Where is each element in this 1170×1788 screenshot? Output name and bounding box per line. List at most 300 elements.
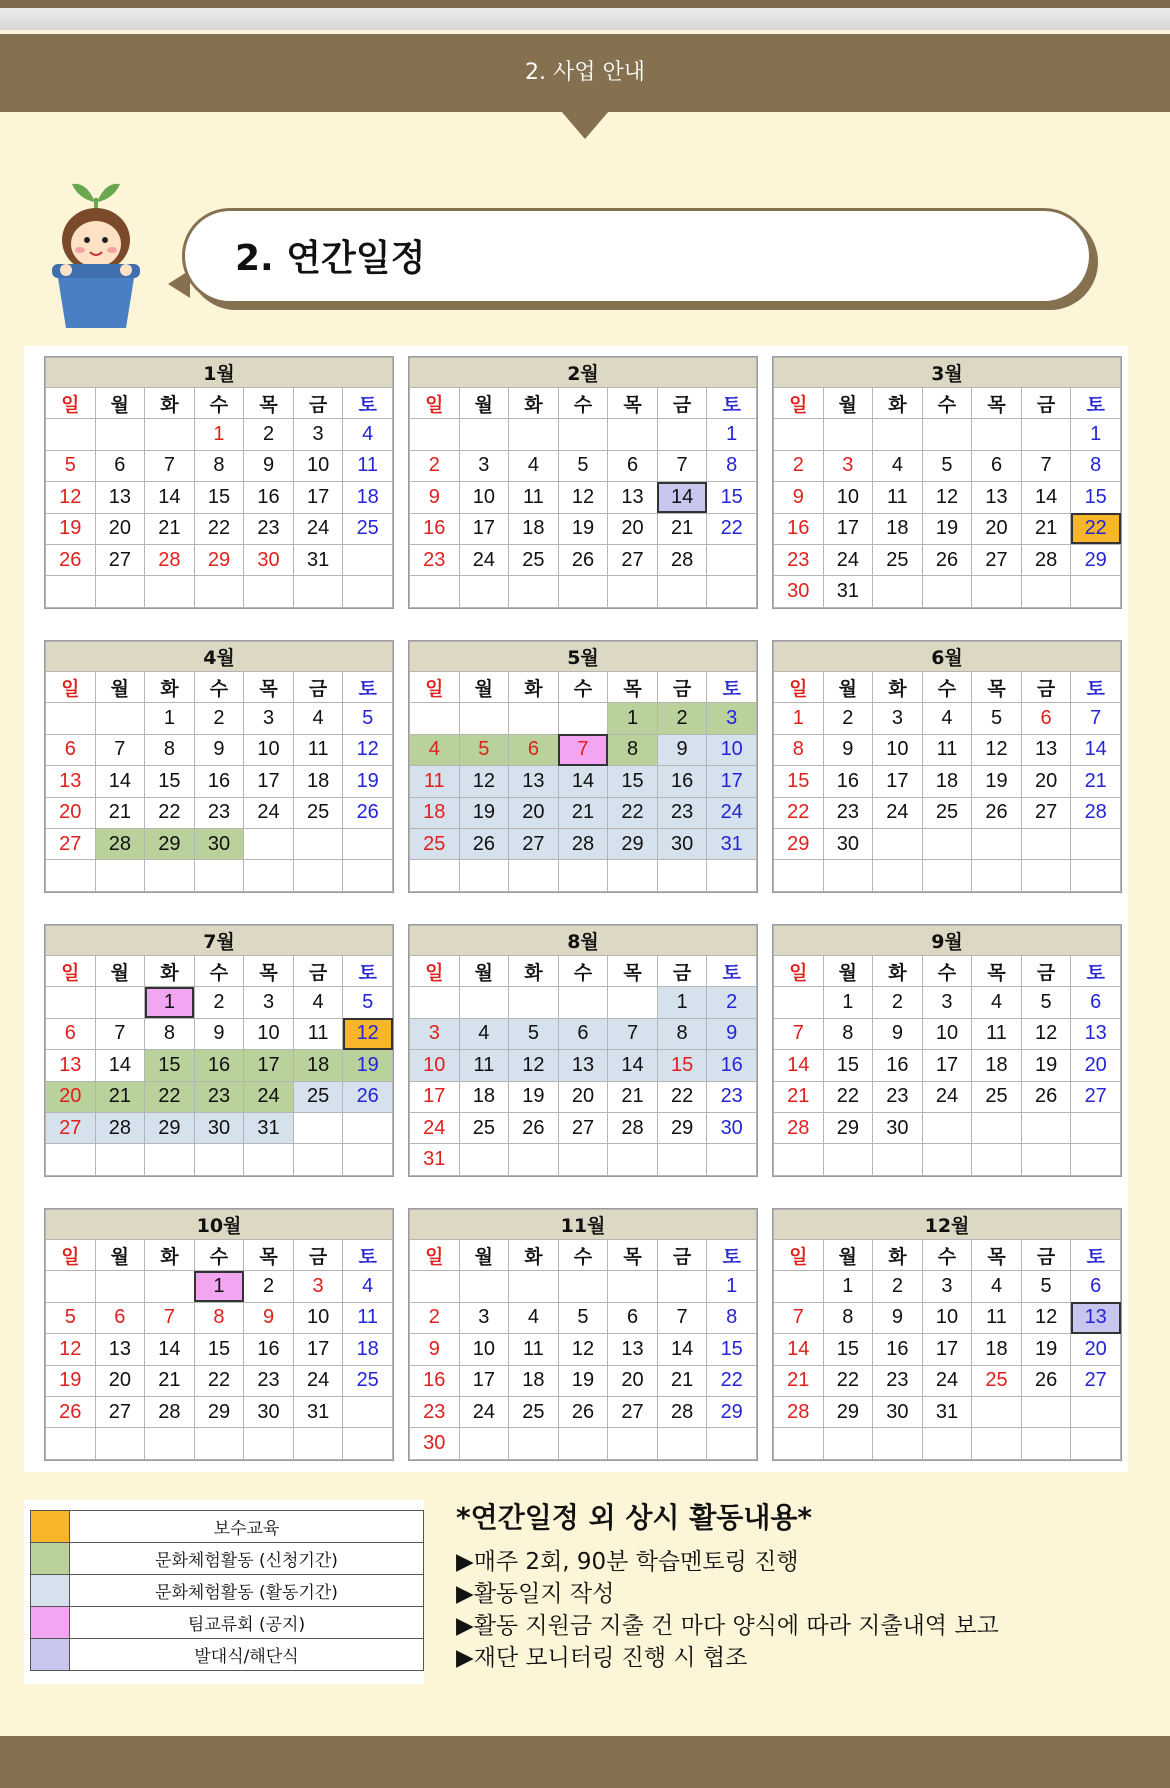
calendar-day: 22 [774,797,824,828]
calendar-day: 25 [293,797,343,828]
calendar-day: 24 [293,513,343,544]
calendar-day: 16 [774,513,824,544]
calendar-day: 12 [922,482,972,513]
calendar-empty-cell [608,1144,658,1175]
calendar-day: 16 [707,1050,757,1081]
calendar-day: 21 [774,1081,824,1112]
calendar-empty-cell [707,860,757,891]
weekday-label: 목 [972,388,1022,419]
calendar-day: 5 [459,734,509,765]
calendar-day: 17 [823,513,873,544]
calendar-day: 15 [194,482,244,513]
calendar-day: 8 [1071,450,1121,481]
calendar-day: 10 [459,1334,509,1365]
calendar-empty-cell [95,1271,145,1302]
calendar-empty-cell [922,1144,972,1175]
calendar-day: 31 [410,1144,460,1175]
calendar-day: 9 [707,1018,757,1049]
calendar-day: 18 [459,1081,509,1112]
calendar-day: 1 [823,987,873,1018]
legend-swatch [31,1511,70,1543]
legend-label: 팀교류회 (공지) [70,1607,424,1639]
calendar-day: 12 [343,1018,393,1049]
calendar-day: 12 [558,482,608,513]
calendar-day: 27 [1071,1081,1121,1112]
calendar-day: 13 [608,482,658,513]
calendar-day: 27 [46,828,96,859]
calendar-day: 27 [608,544,658,575]
calendar-day: 11 [922,734,972,765]
top-strip [0,0,1170,30]
calendar-empty-cell [608,860,658,891]
calendar-day: 7 [657,450,707,481]
calendar-empty-cell [1071,1428,1121,1459]
legend-label: 보수교육 [70,1511,424,1543]
calendar-day: 27 [608,1396,658,1427]
calendar-day: 14 [1071,734,1121,765]
calendar-day: 14 [657,1334,707,1365]
month-title: 6월 [774,642,1121,672]
calendar-day: 31 [922,1396,972,1427]
calendar-day: 18 [972,1050,1022,1081]
calendar-empty-cell [293,1144,343,1175]
calendar-day: 12 [972,734,1022,765]
weekday-label: 목 [608,672,658,703]
calendar-day: 25 [972,1365,1022,1396]
calendar-day: 24 [459,544,509,575]
calendar-day: 14 [774,1334,824,1365]
calendar-day: 10 [873,734,923,765]
calendar-day: 17 [459,1365,509,1396]
calendar-day: 24 [922,1081,972,1112]
calendar-empty-cell [873,419,923,450]
calendar-day: 27 [509,828,559,859]
weekday-label: 월 [459,1240,509,1271]
calendar-empty-cell [972,860,1022,891]
calendar-empty-cell [46,703,96,734]
calendar-empty-cell [95,1144,145,1175]
legend-row [31,1511,424,1543]
calendar-day: 13 [558,1050,608,1081]
calendar-day: 9 [194,734,244,765]
calendar-day: 7 [558,734,608,765]
calendar-day: 13 [95,482,145,513]
calendar-day: 11 [410,766,460,797]
month-calendar [408,640,758,893]
calendar-empty-cell [558,987,608,1018]
calendar-empty-cell [410,860,460,891]
calendar-day: 14 [145,482,195,513]
calendar-day: 12 [509,1050,559,1081]
weekday-label: 금 [293,388,343,419]
calendar-day: 17 [707,766,757,797]
calendar-day: 15 [145,1050,195,1081]
weekday-label: 화 [145,956,195,987]
calendar-day: 3 [293,1271,343,1302]
weekday-label: 월 [823,672,873,703]
calendar-empty-cell [343,1428,393,1459]
calendar-empty-cell [343,576,393,607]
calendar-empty-cell [1071,860,1121,891]
calendar-empty-cell [95,860,145,891]
calendar-day: 12 [1021,1018,1071,1049]
calendar-empty-cell [774,860,824,891]
calendar-day: 10 [293,1302,343,1333]
calendar-empty-cell [558,703,608,734]
calendar-day: 2 [410,450,460,481]
calendar-day: 20 [95,1365,145,1396]
weekday-label: 수 [558,1240,608,1271]
calendar-day: 3 [459,450,509,481]
weekday-label: 토 [707,672,757,703]
calendar-empty-cell [823,860,873,891]
calendar-empty-cell [873,860,923,891]
calendar-empty-cell [608,1271,658,1302]
calendar-day: 4 [509,450,559,481]
calendar-day: 25 [873,544,923,575]
calendar-empty-cell [873,1428,923,1459]
calendar-empty-cell [608,419,658,450]
month-title: 12월 [774,1210,1121,1240]
calendar-day: 24 [707,797,757,828]
calendar-day: 14 [95,1050,145,1081]
calendar-empty-cell [343,860,393,891]
month-calendar [408,356,758,609]
calendar-day: 20 [558,1081,608,1112]
calendar-empty-cell [95,1428,145,1459]
calendar-day: 9 [873,1302,923,1333]
calendar-day: 24 [873,797,923,828]
calendar-empty-cell [145,419,195,450]
weekday-label: 수 [558,672,608,703]
calendar-day: 15 [823,1050,873,1081]
calendar-day: 29 [823,1396,873,1427]
calendar-day: 9 [244,1302,294,1333]
calendar-day: 24 [459,1396,509,1427]
calendar-day: 28 [1021,544,1071,575]
calendar-day: 17 [873,766,923,797]
calendar-day: 19 [922,513,972,544]
weekday-label: 일 [46,672,96,703]
calendar-empty-cell [244,1428,294,1459]
weekday-label: 화 [873,672,923,703]
calendar-empty-cell [509,1271,559,1302]
calendar-empty-cell [145,1144,195,1175]
weekday-label: 일 [410,956,460,987]
calendar-day: 23 [410,1396,460,1427]
weekday-label: 일 [46,388,96,419]
calendar-day: 30 [823,828,873,859]
note-item: ▶활동일지 작성 [456,1581,615,1607]
weekday-label: 월 [823,388,873,419]
calendar-day: 23 [873,1081,923,1112]
calendar-day: 7 [95,1018,145,1049]
calendar-day: 31 [244,1112,294,1143]
calendar-day: 10 [922,1302,972,1333]
calendar-day: 23 [194,797,244,828]
weekday-label: 토 [707,1240,757,1271]
calendar-day: 28 [1071,797,1121,828]
calendar-day: 21 [145,513,195,544]
calendar-empty-cell [293,1428,343,1459]
calendar-empty-cell [922,576,972,607]
calendar-day: 21 [95,1081,145,1112]
weekday-label: 수 [194,1240,244,1271]
calendar-day: 15 [608,766,658,797]
calendar-empty-cell [707,1144,757,1175]
calendar-day: 23 [244,513,294,544]
calendar-day: 9 [873,1018,923,1049]
calendar-day: 3 [823,450,873,481]
calendar-empty-cell [95,703,145,734]
calendar-day: 30 [873,1396,923,1427]
calendar-day: 8 [194,1302,244,1333]
calendar-empty-cell [1021,860,1071,891]
weekday-label: 목 [972,672,1022,703]
calendar-empty-cell [1071,828,1121,859]
calendar-day: 6 [95,450,145,481]
calendar-empty-cell [558,1271,608,1302]
calendar-day: 31 [293,544,343,575]
weekday-label: 일 [774,672,824,703]
calendar-empty-cell [707,576,757,607]
calendar-empty-cell [657,1144,707,1175]
calendar-day: 29 [194,1396,244,1427]
calendar-day: 21 [774,1365,824,1396]
calendar-day: 23 [823,797,873,828]
calendar-day: 22 [657,1081,707,1112]
calendar-day: 16 [873,1050,923,1081]
calendar-day: 6 [1071,1271,1121,1302]
calendar-day: 6 [509,734,559,765]
calendar-day: 20 [608,1365,658,1396]
weekday-label: 토 [1071,672,1121,703]
calendar-day: 3 [410,1018,460,1049]
calendar-day: 17 [922,1050,972,1081]
calendar-empty-cell [244,1144,294,1175]
calendar-day: 2 [774,450,824,481]
calendar-day: 7 [145,450,195,481]
weekday-label: 목 [972,1240,1022,1271]
calendar-day: 7 [774,1302,824,1333]
weekday-label: 일 [410,672,460,703]
calendar-day: 13 [972,482,1022,513]
calendar-day: 23 [410,544,460,575]
calendar-day: 14 [608,1050,658,1081]
calendar-empty-cell [46,1271,96,1302]
calendar-day: 10 [410,1050,460,1081]
calendar-day: 13 [1021,734,1071,765]
calendar-day: 3 [707,703,757,734]
calendar-day: 2 [194,703,244,734]
calendar-empty-cell [774,1271,824,1302]
footer-bar [0,1736,1170,1788]
calendar-empty-cell [459,1428,509,1459]
calendar-day: 20 [95,513,145,544]
calendar-day: 29 [608,828,658,859]
weekday-label: 수 [558,956,608,987]
calendar-day: 6 [46,734,96,765]
weekday-label: 목 [244,956,294,987]
month-title: 5월 [410,642,757,672]
calendar-day: 29 [823,1112,873,1143]
calendar-day: 24 [823,544,873,575]
calendar-empty-cell [194,860,244,891]
calendar-day: 29 [707,1396,757,1427]
calendar-day: 27 [95,544,145,575]
calendar-day: 10 [244,1018,294,1049]
calendar-day: 27 [972,544,1022,575]
calendar-day: 8 [608,734,658,765]
calendar-day: 8 [774,734,824,765]
calendar-empty-cell [972,828,1022,859]
calendar-day: 2 [873,987,923,1018]
calendar-day: 27 [558,1112,608,1143]
calendar-day: 8 [707,450,757,481]
calendar-day: 9 [244,450,294,481]
calendar-day: 28 [558,828,608,859]
calendar-day: 3 [922,1271,972,1302]
weekday-label: 금 [1021,672,1071,703]
weekday-label: 토 [707,956,757,987]
calendar-day: 15 [707,482,757,513]
calendar-day: 6 [608,450,658,481]
weekday-label: 일 [410,388,460,419]
calendar-empty-cell [657,419,707,450]
calendar-day: 19 [972,766,1022,797]
calendar-day: 15 [823,1334,873,1365]
calendar-day: 4 [509,1302,559,1333]
calendar-day: 8 [707,1302,757,1333]
calendar-empty-cell [145,1271,195,1302]
calendar-day: 23 [194,1081,244,1112]
weekday-label: 월 [95,1240,145,1271]
calendar-day: 16 [244,1334,294,1365]
calendar-empty-cell [145,860,195,891]
weekday-label: 화 [509,388,559,419]
weekday-label: 화 [509,1240,559,1271]
calendar-empty-cell [922,1428,972,1459]
calendar-empty-cell [972,419,1022,450]
calendar-day: 7 [95,734,145,765]
calendar-day: 22 [1071,513,1121,544]
calendar-day: 9 [410,1334,460,1365]
calendar-day: 25 [459,1112,509,1143]
weekday-label: 토 [1071,388,1121,419]
calendar-day: 1 [657,987,707,1018]
calendar-empty-cell [1021,1428,1071,1459]
calendar-empty-cell [873,828,923,859]
legend-table [30,1510,424,1671]
calendar-day: 18 [410,797,460,828]
calendar-empty-cell [972,1396,1022,1427]
calendar-day: 25 [972,1081,1022,1112]
calendar-day: 9 [823,734,873,765]
weekday-label: 토 [343,672,393,703]
calendar-empty-cell [1071,1144,1121,1175]
calendar-day: 2 [707,987,757,1018]
calendar-day: 20 [1071,1050,1121,1081]
calendar-day: 7 [1021,450,1071,481]
calendar-day: 11 [293,1018,343,1049]
calendar-day: 6 [95,1302,145,1333]
calendar-empty-cell [774,419,824,450]
calendar-day: 21 [95,797,145,828]
calendar-day: 20 [46,797,96,828]
weekday-label: 월 [95,672,145,703]
calendar-empty-cell [774,987,824,1018]
calendar-day: 18 [873,513,923,544]
calendar-day: 21 [145,1365,195,1396]
calendar-day: 20 [509,797,559,828]
calendar-day: 8 [145,1018,195,1049]
calendar-day: 26 [922,544,972,575]
calendar-day: 6 [972,450,1022,481]
calendar-day: 17 [922,1334,972,1365]
calendar-day: 6 [558,1018,608,1049]
calendar-day: 5 [922,450,972,481]
calendar-empty-cell [459,576,509,607]
calendar-day: 28 [145,544,195,575]
calendar-empty-cell [608,987,658,1018]
calendar-day: 23 [873,1365,923,1396]
calendar-day: 28 [657,1396,707,1427]
calendar-day: 8 [657,1018,707,1049]
calendar-day: 18 [343,482,393,513]
calendar-day: 24 [244,1081,294,1112]
calendar-day: 30 [657,828,707,859]
calendar-day: 30 [194,1112,244,1143]
calendar-day: 4 [922,703,972,734]
calendar-day: 4 [293,703,343,734]
calendar-day: 22 [194,513,244,544]
calendar-day: 13 [608,1334,658,1365]
calendar-day: 5 [558,1302,608,1333]
calendar-day: 5 [972,703,1022,734]
weekday-label: 수 [922,1240,972,1271]
calendar-day: 14 [1021,482,1071,513]
calendar-day: 8 [823,1018,873,1049]
month-calendar [772,924,1122,1177]
calendar-day: 6 [46,1018,96,1049]
calendar-day: 10 [823,482,873,513]
calendar-day: 15 [707,1334,757,1365]
calendar-day: 15 [145,766,195,797]
calendar-day: 1 [774,703,824,734]
calendar-day: 19 [1021,1334,1071,1365]
calendar-day: 24 [410,1112,460,1143]
calendar-empty-cell [823,1428,873,1459]
calendar-empty-cell [46,1428,96,1459]
calendar-day: 2 [873,1271,923,1302]
month-title: 7월 [46,926,393,956]
calendar-day: 28 [95,828,145,859]
calendar-day: 11 [459,1050,509,1081]
calendar-day: 9 [194,1018,244,1049]
calendar-day: 25 [343,513,393,544]
calendar-empty-cell [459,1144,509,1175]
calendar-day: 3 [922,987,972,1018]
calendar-day: 27 [1071,1365,1121,1396]
calendar-day: 1 [608,703,658,734]
calendar-day: 27 [95,1396,145,1427]
calendar-day: 20 [1021,766,1071,797]
calendar-empty-cell [972,1144,1022,1175]
calendar-empty-cell [293,860,343,891]
calendar-day: 26 [558,544,608,575]
calendar-day: 22 [707,513,757,544]
calendar-day: 5 [343,987,393,1018]
